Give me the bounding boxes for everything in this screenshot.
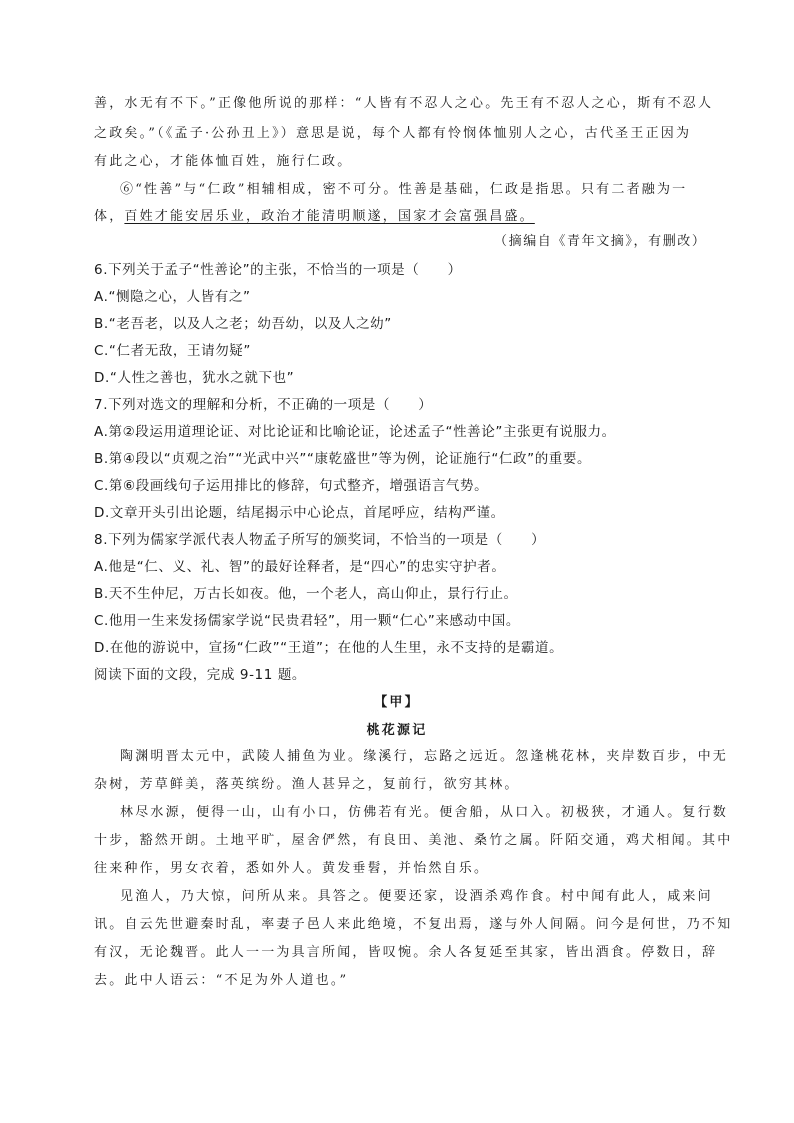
underlined-sentence: 百姓才能安居乐业，政治才能清明顺遂，国家才会富强昌盛。: [124, 209, 535, 224]
question-8-option-c: C.他用一生来发扬儒家学说“民贵君轻”，用一颗“仁心”来感动中国。: [94, 613, 520, 629]
question-6-option-c: C.“仁者无敌，王请勿疑”: [94, 343, 252, 359]
question-7-option-b: B.第④段以“贞观之治”“光武中兴”“康乾盛世”等为例，论证施行“仁政”的重要。: [94, 451, 592, 467]
question-8-option-b: B.天不生仲尼，万古长如夜。他，一个老人，高山仰止，景行行止。: [94, 586, 518, 602]
classical-text-title: 桃花源记: [366, 723, 428, 738]
classical-p3-line-1: 见渔人，乃大惊，问所从来。具答之。便要还家，设酒杀鸡作食。村中闻有此人，咸来问: [120, 889, 713, 904]
source-citation: （摘编自《青年文摘》，有删改）: [494, 234, 707, 249]
classical-p3-line-2: 讯。自云先世避秦时乱，率妻子邑人来此绝境，不复出焉，遂与外人间隔。问今是何世，乃不知: [94, 917, 733, 932]
classical-p1-line-1: 陶渊明晋太元中，武陵人捕鱼为业。缘溪行，忘路之远近。忽逢桃花林，夹岸数百步，中无: [120, 749, 729, 764]
classical-p1-line-2: 杂树，芳草鲜美，落英缤纷。渔人甚异之，复前行，欲穷其林。: [94, 777, 520, 792]
classical-p3-line-3: 有汉，无论魏晋。此人一一为具言所闻，皆叹惋。余人各复延至其家，皆出酒食。停数日，辞: [94, 945, 718, 960]
passage-line-3: 有此之心，才能体恤百姓，施行仁政。: [94, 154, 353, 169]
question-7-option-a: A.第②段运用道理论证、对比论证和比喻论证，论述孟子“性善论”主张更有说服力。: [94, 424, 616, 440]
classical-p3-line-4: 去。此中人语云：“不足为外人道也。”: [94, 973, 349, 988]
passage-line-2: 之政矣。”（《孟子·公孙丑上》）意思是说，每个人都有怜悯体恤别人之心，古代圣王正因为: [94, 126, 692, 141]
question-6-stem: 6.下列关于孟子“性善论”的主张，不恰当的一项是（ ）: [94, 262, 462, 278]
classical-p2-line-2: 十步，豁然开朗。土地平旷，屋舍俨然，有良田、美池、桑竹之属。阡陌交通，鸡犬相闻。其中: [94, 833, 733, 848]
question-6-option-b: B.“老吾老，以及人之老；幼吾幼，以及人之幼”: [94, 316, 392, 332]
passage-line-1: 善，水无有不下。”正像他所说的那样：“人皆有不忍人之心。先王有不忍人之心，斯有不忍人: [94, 96, 714, 111]
classical-p2-line-1: 林尽水源，便得一山，山有小口，仿佛若有光。便舍船，从口入。初极狭，才通人。复行数: [120, 805, 729, 820]
paragraph-6-line-1: ⑥“性善”与“仁政”相辅相成，密不可分。性善是基础，仁政是指思。只有二者融为一: [120, 182, 688, 197]
question-8-stem: 8.下列为儒家学派代表人物孟子所写的颁奖词，不恰当的一项是（ ）: [94, 532, 546, 548]
question-7-option-c: C.第⑥段画线句子运用排比的修辞，句式整齐，增强语言气势。: [94, 478, 489, 494]
paragraph-6-plain-text: 体，: [94, 209, 125, 224]
question-8-option-a: A.他是“仁、义、礼、智”的最好诠释者，是“四心”的忠实守护者。: [94, 559, 506, 575]
classical-p2-line-3: 往来种作，男女衣着，悉如外人。黄发垂髫，并怡然自乐。: [94, 861, 490, 876]
question-7-stem: 7.下列对选文的理解和分析，不正确的一项是（ ）: [94, 397, 433, 413]
section-label-jia: 【甲】: [374, 695, 420, 710]
reading-instruction: 阅读下面的文段，完成 9-11 题。: [94, 667, 307, 683]
paragraph-6-line-2: [94, 208, 535, 226]
question-8-option-d: D.在他的游说中，宣扬“仁政”“王道”；在他的人生里，永不支持的是霸道。: [94, 640, 564, 656]
question-6-option-d: D.“人性之善也，犹水之就下也”: [94, 370, 295, 386]
question-6-option-a: A.“恻隐之心，人皆有之”: [94, 289, 251, 305]
question-7-option-d: D.文章开头引出论题，结尾揭示中心论点，首尾呼应，结构严谨。: [94, 505, 505, 521]
